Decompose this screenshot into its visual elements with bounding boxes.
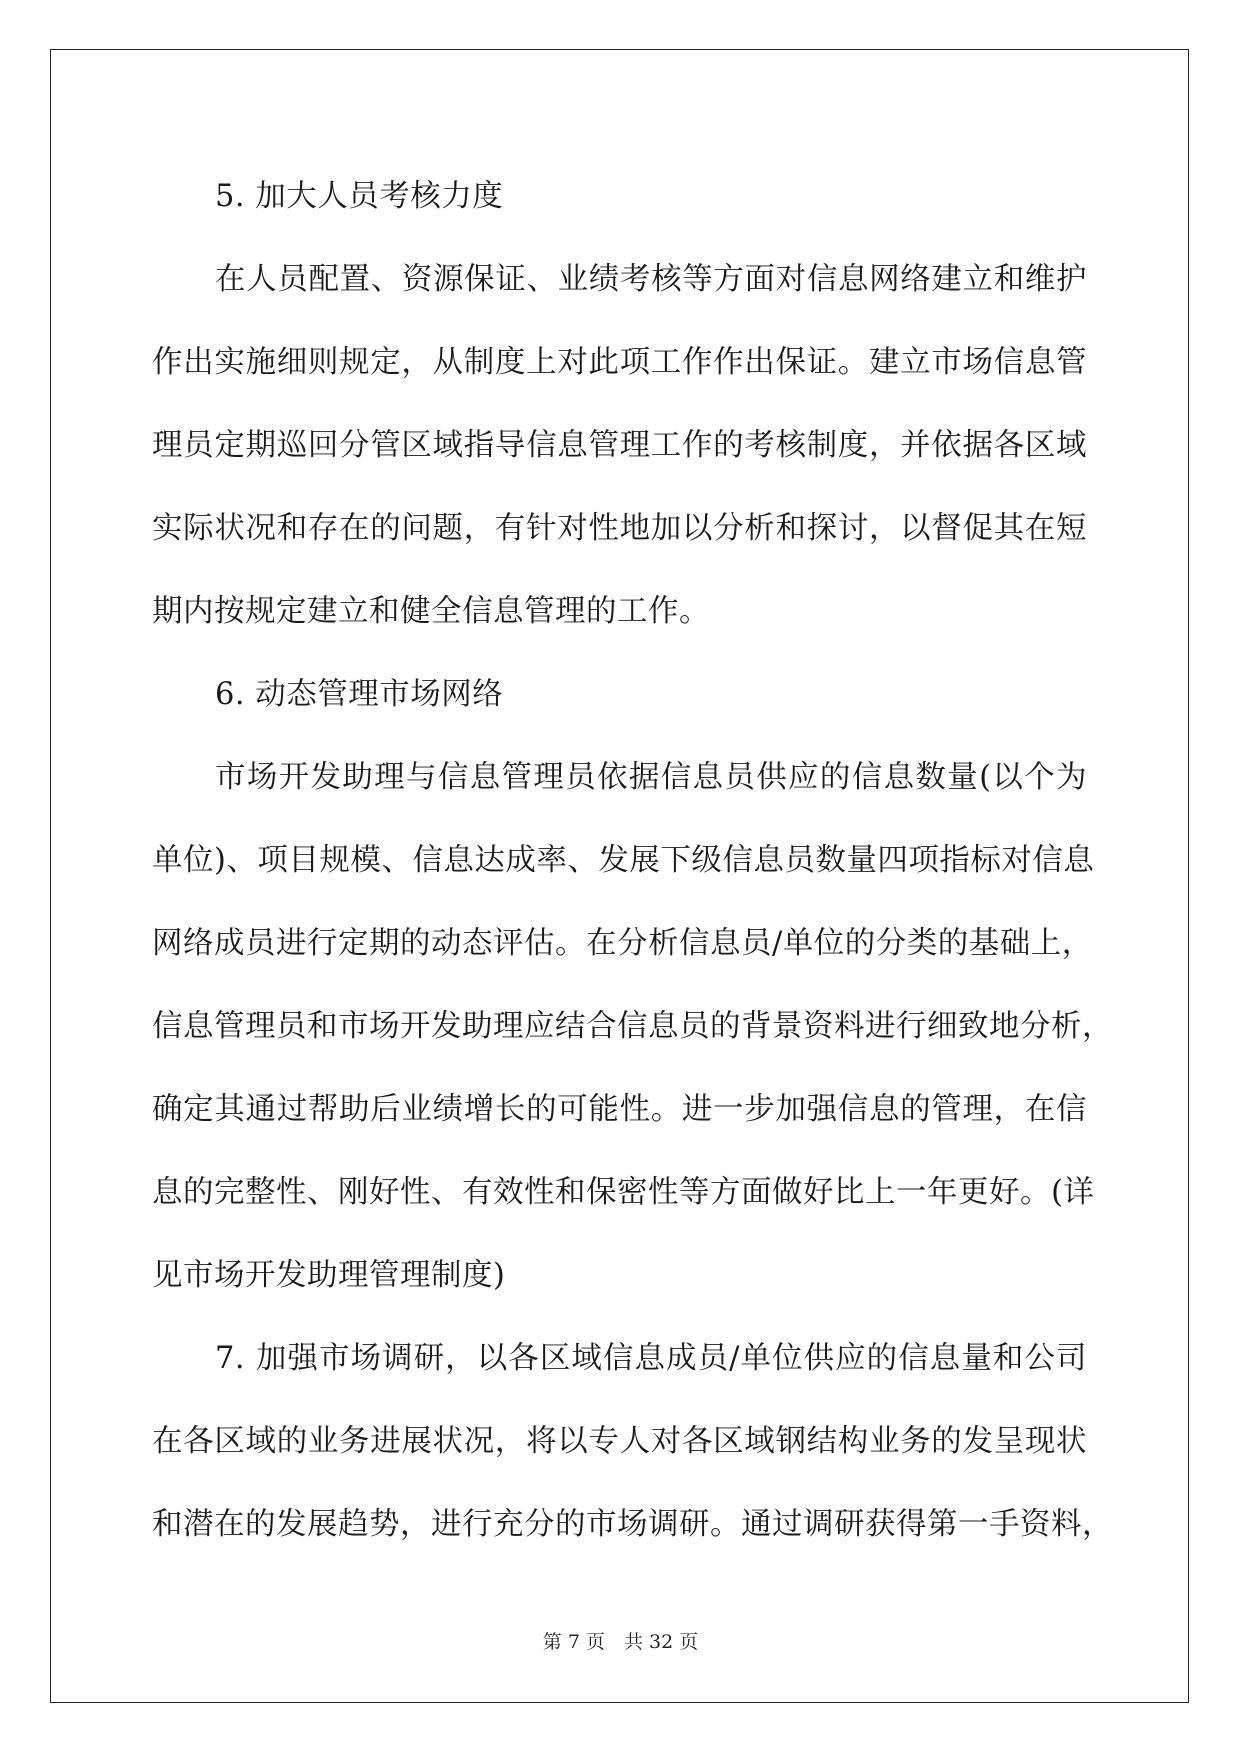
text-line: 实际状况和存在的问题，有针对性地加以分析和探讨，以督促其在短 — [152, 511, 1087, 546]
text-line: 在各区域的业务进展状况，将以专人对各区域钢结构业务的发呈现状 — [152, 1424, 1087, 1459]
text-line: 息的完整性、刚好性、有效性和保密性等方面做好比上一年更好。(详 — [152, 1175, 1095, 1210]
text-line: 作出实施细则规定，从制度上对此项工作作出保证。建立市场信息管 — [152, 345, 1087, 380]
text-line: 信息管理员和市场开发助理应结合信息员的背景资料进行细致地分析， — [152, 1009, 1113, 1044]
text-line: 5. 加大人员考核力度 — [215, 179, 504, 214]
text-line: 见市场开发助理管理制度) — [152, 1258, 506, 1293]
text-line: 单位)、项目规模、信息达成率、发展下级信息员数量四项指标对信息 — [152, 843, 1095, 878]
text-line: 7. 加强市场调研，以各区域信息成员/单位供应的信息量和公司 — [215, 1341, 1087, 1376]
text-line: 理员定期巡回分管区域指导信息管理工作的考核制度，并依据各区域 — [152, 428, 1087, 463]
page-number: 第 7 页 共 32 页 — [542, 1631, 699, 1653]
text-line: 和潜在的发展趋势，进行充分的市场调研。通过调研获得第一手资料， — [152, 1507, 1113, 1542]
document-body — [152, 155, 1113, 1566]
text-line: 网络成员进行定期的动态评估。在分析信息员/单位的分类的基础上， — [152, 926, 1093, 961]
text-line: 确定其通过帮助后业绩增长的可能性。进一步加强信息的管理，在信 — [152, 1092, 1087, 1127]
text-line: 6. 动态管理市场网络 — [215, 677, 504, 712]
text-line: 期内按规定建立和健全信息管理的工作。 — [152, 594, 710, 629]
text-line: 市场开发助理与信息管理员依据信息员供应的信息数量(以个为 — [215, 760, 1087, 795]
text-line: 在人员配置、资源保证、业绩考核等方面对信息网络建立和维护 — [215, 262, 1087, 297]
